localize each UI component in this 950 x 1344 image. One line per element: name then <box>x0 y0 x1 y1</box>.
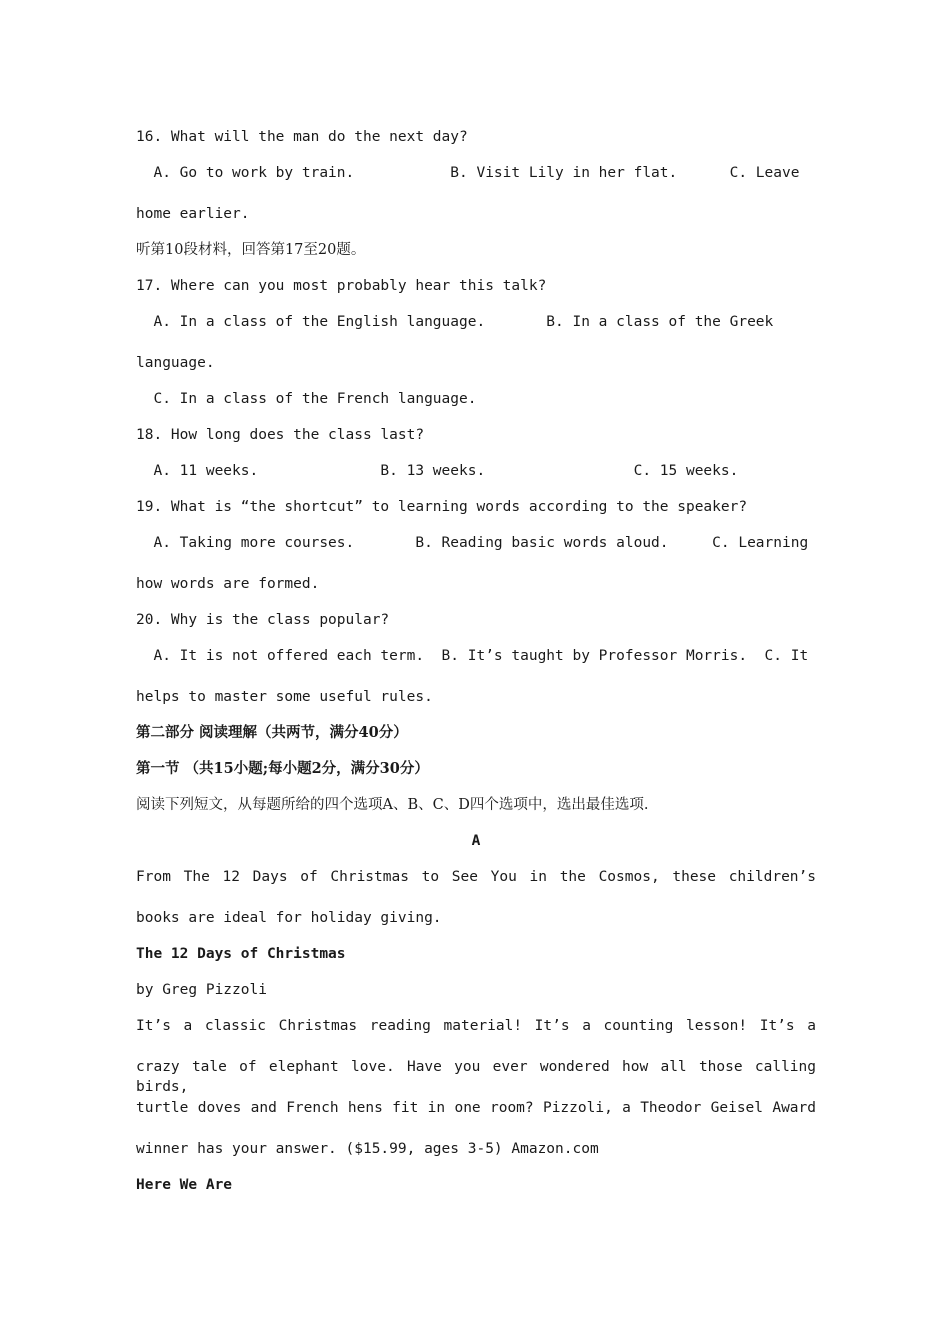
question-19-options-continued: how words are formed. <box>136 576 320 592</box>
question-18-options: A. 11 weeks. B. 13 weeks. C. 15 weeks. <box>136 463 739 479</box>
question-17-option-c: C. In a class of the French language. <box>136 391 477 407</box>
book-author: by Greg Pizzoli <box>136 982 267 998</box>
book-description-line-4: winner has your answer. ($15.99, ages 3-5) Amazon.com <box>136 1141 599 1157</box>
question-18: 18. How long does the class last? <box>136 427 425 443</box>
part-two-heading: 第二部分 阅读理解（共两节，满分40分） <box>136 724 408 741</box>
question-19: 19. What is “the shortcut” to learning words according to the speaker? <box>136 499 748 515</box>
passage-intro-line-2: books are ideal for holiday giving. <box>136 910 442 926</box>
question-19-options: A. Taking more courses. B. Reading basic words aloud. C. Learning <box>136 535 809 551</box>
book-title: The 12 Days of Christmas <box>136 946 346 962</box>
book-description-line-1: It’s a classic Christmas reading material! It’s a counting lesson! It’s a <box>136 1018 816 1034</box>
section-one-heading: 第一节 （共15小题;每小题2分，满分30分） <box>136 760 429 777</box>
book-title: Here We Are <box>136 1177 233 1193</box>
question-20: 20. Why is the class popular? <box>136 612 390 628</box>
question-20-options-continued: helps to master some useful rules. <box>136 689 433 705</box>
book-description-line-3: turtle doves and French hens fit in one room? Pizzoli, a Theodor Geisel Award <box>136 1100 816 1116</box>
question-16: 16. What will the man do the next day? <box>136 129 468 145</box>
question-16-options-continued: home earlier. <box>136 206 250 222</box>
listening-section-10-instruction: 听第10段材料，回答第17至20题。 <box>136 242 366 258</box>
book-description-line-2: crazy tale of elephant love. Have you ever wondered how all those calling birds, <box>136 1059 816 1095</box>
reading-instruction: 阅读下列短文，从每题所给的四个选项A、B、C、D四个选项中，选出最佳选项. <box>136 797 649 813</box>
question-17-options: A. In a class of the English language. B. In a class of the Greek <box>136 314 774 330</box>
question-17: 17. Where can you most probably hear this talk? <box>136 278 547 294</box>
question-20-options: A. It is not offered each term. B. It’s taught by Professor Morris. C. It <box>136 648 809 664</box>
question-16-options: A. Go to work by train. B. Visit Lily in her flat. C. Leave <box>136 165 800 181</box>
passage-label: A <box>471 833 481 849</box>
question-17-options-continued: language. <box>136 355 215 371</box>
passage-intro-line-1: From The 12 Days of Christmas to See You in the Cosmos, these children’s <box>136 869 816 885</box>
